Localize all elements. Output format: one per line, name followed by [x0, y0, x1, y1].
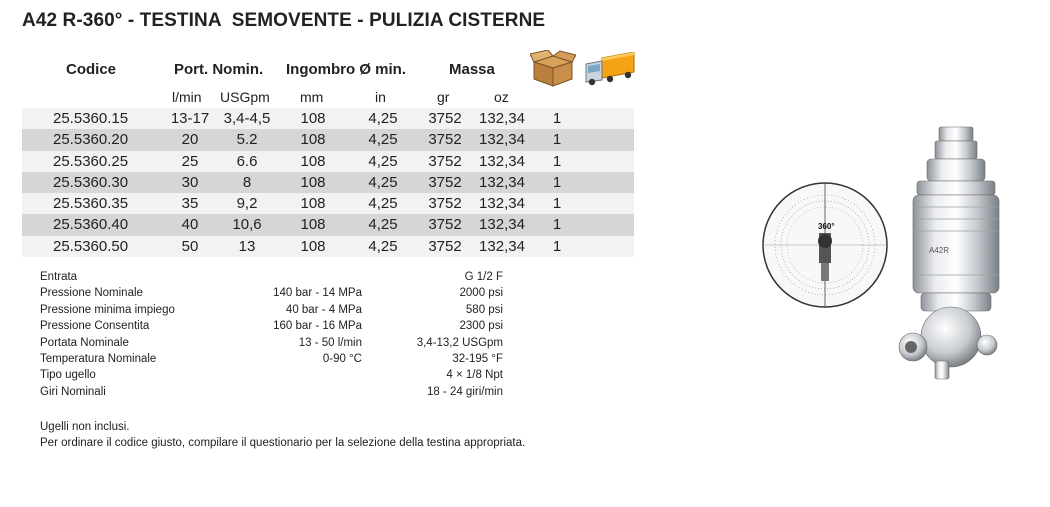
- cell-qty: 1: [552, 216, 562, 234]
- cell-qty: 1: [552, 131, 562, 149]
- cell-codice: 25.5360.35: [53, 195, 129, 213]
- unit-usgpm: USGpm: [220, 89, 270, 105]
- spec-value-imperial: 2000 psi: [459, 287, 503, 300]
- spec-value-imperial: 4 × 1/8 Npt: [446, 369, 503, 382]
- cell-in: 4,25: [368, 152, 398, 170]
- cell-qty: 1: [552, 173, 562, 191]
- cell-lmin: 50: [181, 237, 199, 255]
- spec-value-imperial: 580 psi: [465, 303, 503, 316]
- coverage-diagram: [763, 183, 887, 307]
- cell-gr: 3752: [428, 237, 462, 255]
- note-ordering: Per ordinare il codice giusto, compilare il questionario per la selezione della testina appropriata.: [40, 437, 526, 449]
- spec-label: Tipo ugello: [40, 369, 96, 382]
- cell-gr: 3752: [428, 216, 462, 234]
- spec-label: Pressione Consentita: [40, 320, 150, 333]
- cell-oz: 132,34: [479, 216, 525, 234]
- cell-codice: 25.5360.25: [53, 152, 129, 170]
- spec-value-imperial: 32-195 °F: [452, 352, 503, 365]
- cell-codice: 25.5360.50: [53, 237, 129, 255]
- cell-oz: 132,34: [479, 110, 525, 127]
- table-row: [22, 214, 634, 235]
- cell-mm: 108: [300, 216, 326, 234]
- cell-codice: 25.5360.40: [53, 216, 129, 234]
- cell-lmin: 30: [181, 173, 199, 191]
- spec-label: Entrata: [40, 271, 78, 283]
- cell-lmin: 13-17: [170, 110, 210, 127]
- unit-oz: oz: [494, 89, 509, 105]
- cell-gr: 3752: [428, 195, 462, 213]
- delivery-truck-icon: [584, 52, 636, 91]
- cell-lmin: 25: [181, 152, 199, 170]
- cell-usgpm: 8: [242, 173, 252, 191]
- spec-row: [40, 271, 503, 287]
- body-marking: A42R: [929, 246, 950, 255]
- cell-gr: 3752: [428, 152, 462, 170]
- cell-usgpm: 3,4-4,5: [223, 110, 271, 127]
- cell-oz: 132,34: [479, 131, 525, 149]
- spec-label: Giri Nominali: [40, 385, 106, 398]
- cell-codice: 25.5360.15: [53, 110, 129, 127]
- cell-usgpm: 6.6: [236, 152, 258, 170]
- spec-value-metric: 40 bar - 4 MPa: [285, 303, 362, 316]
- cell-usgpm: 9,2: [236, 195, 258, 213]
- table-row: [22, 151, 634, 172]
- table-row: [22, 172, 634, 193]
- cell-gr: 3752: [428, 173, 462, 191]
- spec-value-metric: 13 - 50 l/min: [298, 336, 362, 349]
- cell-gr: 3752: [428, 131, 462, 149]
- cell-mm: 108: [300, 173, 326, 191]
- cell-mm: 108: [300, 237, 326, 255]
- page-title: A42 R-360° - TESTINA SEMOVENTE - PULIZIA CISTERNE: [22, 10, 546, 31]
- cell-gr: 3752: [428, 110, 462, 127]
- unit-gr: gr: [437, 89, 450, 105]
- table-row: [22, 108, 634, 129]
- cell-mm: 108: [300, 110, 326, 127]
- spec-row: [40, 303, 503, 320]
- spec-value-imperial: 2300 psi: [459, 320, 503, 333]
- spec-row: [40, 320, 503, 336]
- cell-oz: 132,34: [479, 173, 525, 191]
- header-port-nomin: Port. Nomin.: [174, 61, 264, 78]
- spec-value-imperial: 18 - 24 giri/min: [426, 385, 503, 398]
- product-image: [755, 115, 1030, 395]
- header-codice: Codice: [66, 61, 117, 78]
- spec-row: [40, 336, 503, 353]
- cell-lmin: 35: [181, 195, 199, 213]
- spec-label: Portata Nominale: [40, 336, 129, 349]
- cell-mm: 108: [300, 195, 326, 213]
- spec-row: [40, 385, 503, 402]
- spec-value-metric: 160 bar - 16 MPa: [273, 320, 362, 333]
- cell-in: 4,25: [368, 110, 398, 127]
- unit-in: in: [375, 89, 386, 105]
- spec-row: [40, 287, 503, 303]
- cell-mm: 108: [300, 131, 326, 149]
- header-ingombro: Ingombro Ø min.: [286, 61, 406, 78]
- cell-qty: 1: [552, 195, 562, 213]
- cell-in: 4,25: [368, 216, 398, 234]
- cell-in: 4,25: [368, 195, 398, 213]
- spec-value-imperial: G 1/2 F: [464, 271, 503, 283]
- cell-codice: 25.5360.20: [53, 131, 129, 149]
- cell-usgpm: 5.2: [236, 131, 258, 149]
- unit-mm: mm: [300, 89, 324, 105]
- table-row: [22, 129, 634, 150]
- product-table: [22, 108, 634, 257]
- cell-in: 4,25: [368, 173, 398, 191]
- note-nozzles: Ugelli non inclusi.: [40, 421, 130, 433]
- cell-usgpm: 10,6: [232, 216, 262, 234]
- cell-in: 4,25: [368, 237, 398, 255]
- cell-codice: 25.5360.30: [53, 173, 129, 191]
- specifications-list: [40, 271, 503, 402]
- cell-in: 4,25: [368, 131, 398, 149]
- unit-lmin: l/min: [172, 89, 202, 105]
- diagram-angle-label: 360°: [818, 222, 835, 231]
- spec-label: Pressione minima impiego: [40, 303, 175, 316]
- cell-usgpm: 13: [238, 237, 256, 255]
- cell-qty: 1: [552, 110, 562, 127]
- cell-qty: 1: [552, 237, 562, 255]
- spec-row: [40, 369, 503, 385]
- cardboard-box-icon: [530, 50, 576, 93]
- cell-mm: 108: [300, 152, 326, 170]
- cell-lmin: 20: [181, 131, 199, 149]
- spec-row: [40, 352, 503, 369]
- table-row: [22, 193, 634, 214]
- cell-oz: 132,34: [479, 195, 525, 213]
- spec-value-metric: 140 bar - 14 MPa: [273, 287, 362, 300]
- spec-label: Temperatura Nominale: [40, 352, 157, 365]
- cell-lmin: 40: [181, 216, 199, 234]
- spec-label: Pressione Nominale: [40, 287, 143, 300]
- cell-qty: 1: [552, 152, 562, 170]
- header-massa: Massa: [449, 61, 495, 78]
- cell-oz: 132,34: [479, 237, 525, 255]
- table-row: [22, 236, 634, 257]
- spec-value-metric: 0-90 °C: [322, 352, 362, 365]
- spec-value-imperial: 3,4-13,2 USGpm: [416, 336, 503, 349]
- cell-oz: 132,34: [479, 152, 525, 170]
